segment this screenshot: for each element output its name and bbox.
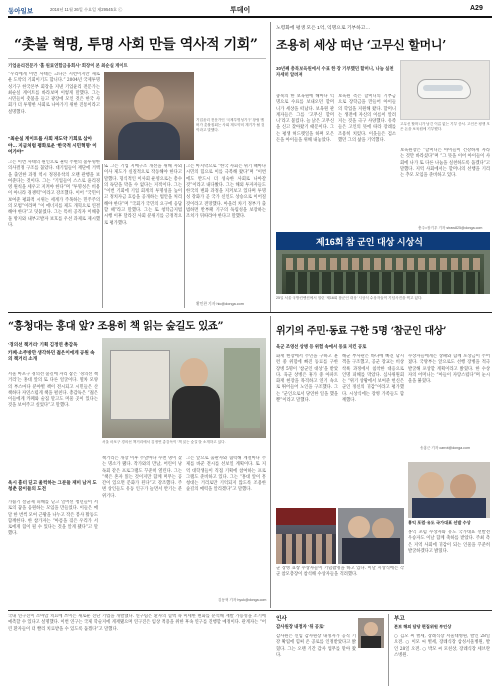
main-col3-text: 그는 마지막으로 “한국 사회는 위기 때마다 시민의 힘으로 이를 극복해 왔다”며 “이번에도 반드시 더 성숙한 사회로 나아갈 것”이라고 내다봤다. 그는 해외 투자자들도 한국의 변화 과정을 지켜보고 있다며 투명성 강화가 곧 국가 신인도 상승으로 이어질 것이라고 전망했다. 아울러 차기 정부가 출범하면 반부패 기구의 독립성을 보장하는 조치가 뒤따라야 한다고 말했다. bbox=[186, 164, 266, 220]
third-photo-3 bbox=[408, 462, 490, 518]
second-col2-text: 책거리는 개장 이후 주말마다 수천 명이 찾는 명소가 됐다. 작가와의 만남, 어린이 낭독회 같은 프로그램도 꾸준히 열린다. 그는 “책은 혼자 읽는 것이지만 함께 머무는 공간이 있으면 문화가 된다”고 강조했다. 주변 상인들도 유동 인구가 늘면서 반기는 분위기다. bbox=[102, 456, 182, 499]
third-col3-text: 수상자들에게는 상패와 함께 포상금이 주어졌다. 국방부는 앞으로도 선행 장병을 적극 발굴해 포상할 계획이라고 밝혔다. 한 수상자의 어머니는 “아들이 자랑스럽다”며 눈시울을 붉혔다. bbox=[408, 354, 490, 385]
page-center-divider bbox=[270, 22, 271, 312]
bottom-portrait bbox=[358, 618, 384, 648]
second-sidebar-title: 옥시 흉터 딛고 울컥하는 그분들 재미 남겨 도 청춘 꿈이들의 도전 bbox=[8, 480, 97, 492]
right-top-col1-text: 충북의 한 보육원에 해마다 익명으로 수표를 보내오던 할머니가 세상을 떠났다. 보육원 관계자들은 그를 ‘고무신 할머니’라고 불렀다. 늘 낡은 고무신을 신고 찾아왔기 때문이다. 그는 평생 허드렛일을 하며 모은 돈을 아이들을 위해 내놓았다. bbox=[276, 94, 334, 144]
second-byline: 김동혁 기자 hyuk@donga.com bbox=[218, 598, 267, 602]
third-kicker: 육군 조영선 상병 등 위험 속에서 동료 지킨 공로 bbox=[276, 344, 367, 349]
second-kicker1: ‘경의선 책거리’ 기획 김정연 총감독 bbox=[8, 342, 78, 347]
third-headline: 위기의 주민·동료 구한 5명 ‘참군인 대상’ bbox=[276, 326, 447, 337]
bottom-divider bbox=[388, 614, 389, 686]
section-title: 투데이 bbox=[230, 7, 251, 14]
second-photo bbox=[102, 338, 266, 438]
second-photo-caption: 서울 마포구 경의선 책거리에서 김정연 총감독이 ‘책 읽는 숲길’을 소개하고 있다. bbox=[102, 440, 226, 444]
main-byline: 황인찬 기자 hic@donga.com bbox=[196, 302, 244, 306]
main-col-divider-1 bbox=[102, 164, 103, 308]
bottom-rule bbox=[8, 610, 492, 611]
right-top-byline: 충주=장기우 기자 straw825@donga.com bbox=[418, 226, 483, 230]
ceremony-sign-text: 제16회 참 군인 대상 시상식 bbox=[316, 237, 423, 247]
main-photo bbox=[104, 72, 194, 160]
main-col1-text-a: “우리에게 이번 사태는 크나큰 시련이지만 새로운 도약의 기회이기도 합니다.” 2004년 국제투명성기구 한국본부 회장을 지낸 기업윤리 전문가는 최순실 게이트를 바라보며 이렇게 말했다. 그는 시민들이 촛불을 들고 광장에 모인 것은 한국 사회가 더 투명한 사회로 나아가기 위한 진통이라고 설명했다. bbox=[8, 72, 100, 115]
right-top-photo-caption: 고무신 할머니가 남긴 이름 없는 기부 증서. 고인은 평생 모은 돈을 보육원에 기부했다. bbox=[400, 122, 490, 131]
third-photo-2 bbox=[338, 508, 404, 564]
main-kicker: 기업윤리전문가 ‘홉 원료연합금융회사’ 회장이 본 최순실 게이트 bbox=[8, 63, 128, 68]
second-kicker2: 카페·소주방만 생각하던 젊은이에게 공원 속의 책거리 소개 bbox=[8, 350, 95, 362]
main-col-divider-2 bbox=[184, 164, 185, 308]
main-headline: “촛불 혁명, 투명 사회 만들 역사적 기회” bbox=[14, 37, 258, 53]
masthead-rule bbox=[8, 16, 492, 18]
third-col3-lower-text: 홍익 포럼 수상자와 유도 국가대표 선발전 우승자도 이날 함께 축하를 받았다. 주최 측은 지역 사회에 귀감이 되는 인물을 꾸준히 발굴하겠다고 밝혔다. bbox=[408, 530, 490, 554]
second-sidebar-text: 가습기 살균제 피해를 딛고 일어선 청년들이 서로의 꿈을 응원하는 모임을 만들었다. 이들은 매달 한 번씩 모여 근황을 나누고 작은 봉사 활동도 함께한다. 한 참가자는 “아픔을 겪은 우리가 서로에게 힘이 될 수 있다는 것을 알게 됐다”고 말했다. bbox=[8, 500, 98, 537]
second-col1-text: 서울 마포구 경의선 숲길에 자리 잡은 ‘경의선 책거리’는 홍대 앞의 또 다른 얼굴이다. 열차 모양의 부스마다 분야별 책이 전시되고 시민들은 산책하다 자연스럽게 책을 펼친다. 총감독은 “젊은이들에게 카페와 술집 말고도 머물 곳이 있다는 것을 보여주고 싶었다”고 말했다. bbox=[8, 372, 98, 409]
second-headline: “흥청대는 홍대 앞? 조용히 책 읽는 숲길도 있죠” bbox=[8, 320, 224, 332]
brand-logo: 동아일보 bbox=[8, 8, 34, 15]
right-top-kicker: 노령화에 평생 모은 1억, 익명으로 기부하고… bbox=[276, 26, 371, 31]
lower-center-divider bbox=[270, 316, 271, 608]
second-col3-text: 그는 앞으로 출판사와 협력해 계절마다 주제를 바꾼 전시를 선보일 계획이다. 또 지역 대학생들이 직접 기획에 참여하는 프로그램도 준비하고 있다. 그는 “홍대 앞이 흥청대는 거리로만 기억되지 않도록 조용한 숲길의 매력을 알리겠다”고 말했다. bbox=[186, 456, 266, 493]
bottom-left-title: 인사 bbox=[276, 616, 287, 622]
bottom-left-column-text: 국내 연구진이 소아암 치료에 쓰이는 새로운 진단 기법을 개발했다. 연구팀은 환자의 혈액 속 미세한 변화를 분석해 재발 가능성을 조기에 예측할 수 있다고 설명했다. 이번 연구는 국제 학술지에 게재됐으며 연구진은 임상 적용을 위한 후속 연구를 진행할 예정이다. 관계자는 “어린 환자들이 더 빨리 치료받을 수 있도록 돕겠다”고 말했다. bbox=[8, 614, 266, 632]
third-byline: 송홍근 기자 carrot@donga.com bbox=[420, 446, 470, 450]
main-col2-text: 또 그는 기업 지배구조 개선을 위해 사외이사 제도가 실질적으로 작동해야 한다고 말했다. 형식적인 이사회 운영으로는 총수의 독단을 막을 수 없다는 지적이다. 그는 “이번 기회에 기업 회계의 투명성을 높이고 정치자금 흐름을 공개하는 법안을 처리해야 한다”며 “국회가 국민의 요구에 응답할 때”라고 말했다. 그는 또 청탁금지법 시행 이후 달라진 사회 분위기를 긍정적으로 평가했다. bbox=[104, 164, 182, 226]
third-photo-caption-text: 군 장병 표창 수상자들이 기념촬영을 하고 있다. 이날 시상식에는 각 군 참모총장이 참석해 수상자들을 격려했다. bbox=[276, 566, 404, 578]
ceremony-caption: 25일 서울 국방컨벤션에서 열린 ‘제16회 참군인 대상’ 시상식 수상자들이 기념사진을 찍고 있다. bbox=[276, 296, 423, 300]
bottom-middle-text: ○ 김모 씨 별세, 장례식장 서울대병원, 발인 28일 오전. ○ 이모 씨 별세, 장례식장 삼성서울병원, 발인 28일 오전. ○ 박모 씨 모친상, 장례식장 세브란스병원. bbox=[394, 634, 490, 658]
bottom-middle-subtitle: 본보 해외 담당 편집위원 부인상 bbox=[394, 624, 452, 629]
right-top-headline: 조용히 세상 떠난 ‘고무신 할머니’ bbox=[276, 38, 447, 52]
third-col1-text: 화재 현장에서 주민을 구하고 훈련 중 위험에 빠진 동료를 구한 장병 5명이 ‘참군인 대상’을 받았다. 육군 상병은 휴가 중 아파트 화재 현장을 목격하고 연기 속으로 뛰어들어 노인을 구조했다. 그는 “군인으로서 당연한 일을 했을 뿐”이라고 말했다. bbox=[276, 354, 338, 404]
third-photo-1 bbox=[276, 508, 336, 564]
right-top-photo bbox=[400, 60, 490, 120]
main-photo-caption: 기업윤리 전문가인 ‘국제투명성기구’ 창립 멤버가 촛불집회는 사회 재도약의 계기가 될 것이라고 말했다. bbox=[196, 118, 265, 132]
third-col2-text: 해군 부사관은 바다에 빠진 낚시객을 구조했고, 공군 장교는 비상 착륙 과정에서 침착한 대응으로 인명 피해를 막았다. 심사위원회는 “위기 상황에서 보여준 헌신은 군인 정신의 귀감”이라고 평가했다. 시상식에는 장병 가족들도 함께했다. bbox=[342, 354, 404, 404]
main-col1-text-b: 그는 이번 사태의 원인으로 권력 주변의 불투명한 의사결정 구조를 꼽았다. 대기업들이 재단에 거액을 출연한 과정 역시 정경유착의 오랜 관행을 보여준다는 것이다. 그는 “기업들이 스스로 윤리경영 원칙을 세우고 지켜야 한다”며 “투명성은 비용이 아니라 경쟁력”이라고 강조했다. 이어 “국민이 보여준 평화적 시위는 세계가 주목하는 민주주의의 모범”이라며 “이 에너지를 제도 개혁으로 연결해야 한다”고 덧붙였다. 그는 특히 공직자 이해충돌 방지와 내부고발자 보호를 우선 과제로 제시했다. bbox=[8, 160, 100, 228]
right-top-lead: 30년째 충북보육원에서 수표 한 장 기부했던 할머니, 나눔 실천 자세히 알려져 bbox=[276, 66, 394, 78]
masthead-date: 2016년 11월 26일 수요일 제29545호 ⓒ bbox=[50, 7, 123, 12]
third-photo-3-caption: 홍익 포럼·유도 국가대표 선발 수상 bbox=[408, 520, 471, 525]
right-top-col2-text: 보육원 측은 할머니의 기부금으로 장학금을 만들어 아이들의 학업을 지원해 왔다. 할머니는 생전에 자신의 이름이 알려지는 것을 극구 사양했다. 유족들은 고인의 뜻에 따라 장례를 조용히 치렀다. 이웃들은 검소했던 그의 삶을 기억했다. bbox=[338, 94, 396, 144]
right-top-col3-text: 보육원장은 “할머니는 아이들이 건강하게 자라는 것만 바라셨다”며 “그 뜻을 이어 아이들이 사회에 나가 또 다른 나눔을 실천하도록 돕겠다”고 말했다. 지역 사회에서는 할머니의 선행을 기리는 추모 모임을 준비하고 있다. bbox=[400, 148, 490, 179]
ceremony-photo bbox=[276, 232, 490, 294]
section-rule bbox=[8, 312, 492, 313]
bottom-left-text: 감사원은 신임 감사원장 내정자가 공직 기강 확립에 힘써 온 공로를 인정받았다고 밝혔다. 그는 오랜 기간 감사 업무를 맡아 왔다. bbox=[276, 634, 356, 658]
page-number: A29 bbox=[470, 5, 483, 12]
bottom-middle-title: 부고 bbox=[394, 616, 405, 622]
main-pullquote: “최순실 게이트를 사회 재도약 기회로 삼아야… 지금처럼 평화로운 ‘한국적 시민혁명’ 이어가야” bbox=[8, 136, 97, 154]
main-headline-rule bbox=[8, 58, 266, 59]
bottom-left-subtitle: 감사원장 내정자 ‘뒤 공로’ bbox=[276, 624, 325, 629]
